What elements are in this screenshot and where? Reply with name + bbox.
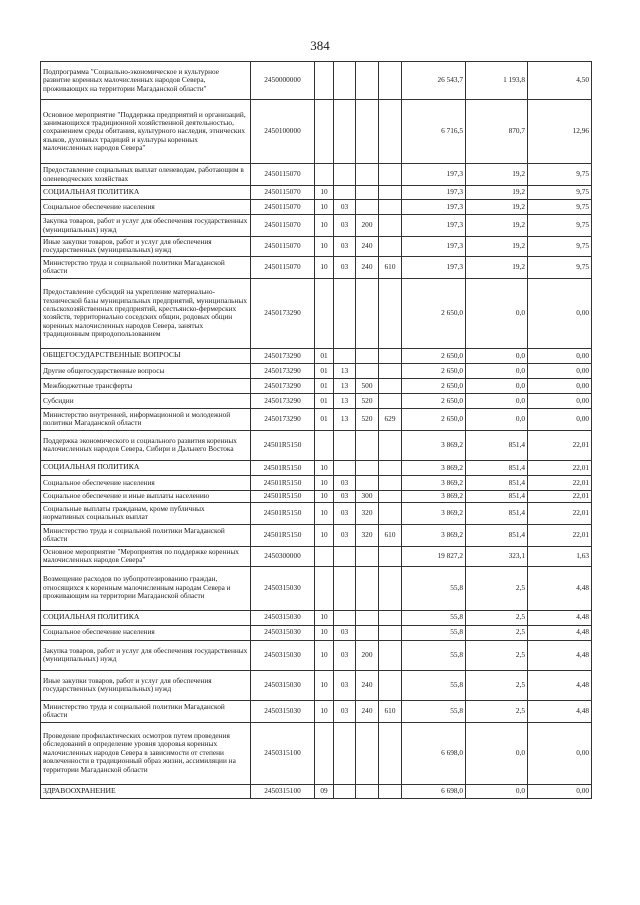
row-section: 10 (315, 475, 334, 490)
row-code: 2450115070 (251, 186, 315, 200)
row-percent: 9,75 (528, 200, 592, 215)
row-expense-type: 200 (356, 640, 379, 670)
row-name: СОЦИАЛЬНАЯ ПОЛИТИКА (41, 186, 251, 200)
row-code: 2450173290 (251, 378, 315, 393)
row-code: 24501R5150 (251, 524, 315, 546)
row-subsection: 13 (334, 378, 356, 393)
row-name: Закупка товаров, работ и услуг для обеспечения государственных (муниципальных) нужд (41, 215, 251, 237)
row-department (379, 502, 402, 524)
table-row (41, 640, 592, 670)
row-section (315, 430, 334, 460)
row-name: СОЦИАЛЬНАЯ ПОЛИТИКА (41, 460, 251, 475)
row-fact: 19,2 (466, 215, 528, 237)
table-row (41, 348, 592, 363)
table-row (41, 460, 592, 475)
row-expense-type (356, 348, 379, 363)
table-row (41, 625, 592, 640)
row-expense-type (356, 610, 379, 625)
row-department (379, 640, 402, 670)
row-fact: 19,2 (466, 186, 528, 200)
row-expense-type: 240 (356, 700, 379, 722)
row-code: 2450000000 (251, 62, 315, 100)
row-fact: 0,0 (466, 784, 528, 798)
row-fact: 0,0 (466, 408, 528, 430)
row-plan: 26 543,7 (402, 62, 466, 100)
row-percent: 0,00 (528, 722, 592, 784)
row-code: 24501R5150 (251, 460, 315, 475)
row-subsection (334, 784, 356, 798)
row-department (379, 784, 402, 798)
row-subsection: 03 (334, 490, 356, 502)
row-plan: 55,8 (402, 610, 466, 625)
table-row (41, 186, 592, 200)
row-code: 24501R5150 (251, 430, 315, 460)
table-row (41, 237, 592, 257)
row-section (315, 566, 334, 610)
row-subsection: 13 (334, 393, 356, 408)
table-row (41, 256, 592, 278)
row-code: 2450315030 (251, 670, 315, 700)
row-expense-type: 300 (356, 490, 379, 502)
row-percent: 0,00 (528, 393, 592, 408)
row-fact: 19,2 (466, 237, 528, 257)
row-section: 10 (315, 237, 334, 257)
row-code: 2450315100 (251, 722, 315, 784)
row-department (379, 566, 402, 610)
row-expense-type: 520 (356, 393, 379, 408)
row-code: 2450115070 (251, 256, 315, 278)
row-plan: 3 869,2 (402, 460, 466, 475)
row-plan: 55,8 (402, 566, 466, 610)
row-code: 2450300000 (251, 546, 315, 566)
row-fact: 851,4 (466, 460, 528, 475)
row-name: Иные закупки товаров, работ и услуг для обеспечения государственных (муниципальных) нужд (41, 237, 251, 257)
row-section: 09 (315, 784, 334, 798)
row-department (379, 100, 402, 164)
row-percent: 22,01 (528, 430, 592, 460)
row-name: Предоставление социальных выплат оленеводам, работающим в оленеводческих хозяйствах (41, 164, 251, 186)
row-percent: 0,00 (528, 378, 592, 393)
row-department (379, 200, 402, 215)
row-section: 10 (315, 700, 334, 722)
row-department: 610 (379, 700, 402, 722)
row-subsection: 03 (334, 237, 356, 257)
row-percent: 1,63 (528, 546, 592, 566)
row-name: Министерство труда и социальной политики Магаданской области (41, 524, 251, 546)
row-fact: 851,4 (466, 490, 528, 502)
row-name: Социальное обеспечение населения (41, 625, 251, 640)
row-percent: 9,75 (528, 186, 592, 200)
row-subsection (334, 566, 356, 610)
row-code: 2450173290 (251, 278, 315, 348)
row-percent: 22,01 (528, 475, 592, 490)
row-code: 24501R5150 (251, 502, 315, 524)
row-section: 10 (315, 200, 334, 215)
row-plan: 197,3 (402, 164, 466, 186)
row-code: 2450173290 (251, 408, 315, 430)
row-fact: 851,4 (466, 475, 528, 490)
row-subsection: 03 (334, 502, 356, 524)
row-section (315, 546, 334, 566)
row-fact: 2,5 (466, 640, 528, 670)
row-department (379, 430, 402, 460)
row-percent: 0,00 (528, 363, 592, 378)
row-expense-type (356, 475, 379, 490)
row-expense-type (356, 430, 379, 460)
row-name: Социальное обеспечение населения (41, 475, 251, 490)
row-code: 2450315100 (251, 784, 315, 798)
row-name: Министерство внутренней, информационной и молодежной политики Магаданской области (41, 408, 251, 430)
row-department (379, 393, 402, 408)
table-row (41, 363, 592, 378)
row-section: 01 (315, 363, 334, 378)
row-subsection (334, 546, 356, 566)
row-section: 10 (315, 460, 334, 475)
row-percent: 9,75 (528, 256, 592, 278)
row-expense-type: 240 (356, 237, 379, 257)
row-expense-type: 200 (356, 215, 379, 237)
row-subsection (334, 186, 356, 200)
row-section: 10 (315, 186, 334, 200)
table-row (41, 670, 592, 700)
row-section (315, 100, 334, 164)
row-department (379, 186, 402, 200)
row-code: 2450315030 (251, 640, 315, 670)
row-department: 610 (379, 524, 402, 546)
row-expense-type (356, 164, 379, 186)
row-fact: 19,2 (466, 256, 528, 278)
row-subsection: 03 (334, 256, 356, 278)
row-fact: 19,2 (466, 200, 528, 215)
row-plan: 55,8 (402, 700, 466, 722)
row-subsection (334, 610, 356, 625)
row-department (379, 610, 402, 625)
row-code: 2450115070 (251, 164, 315, 186)
row-plan: 197,3 (402, 237, 466, 257)
row-percent: 22,01 (528, 524, 592, 546)
row-percent: 4,48 (528, 700, 592, 722)
row-fact: 851,4 (466, 430, 528, 460)
table-row (41, 700, 592, 722)
row-department (379, 348, 402, 363)
row-subsection (334, 278, 356, 348)
row-name: Межбюджетные трансферты (41, 378, 251, 393)
row-name: Социальное обеспечение населения (41, 200, 251, 215)
table-row (41, 408, 592, 430)
row-code: 24501R5150 (251, 490, 315, 502)
row-plan: 2 650,0 (402, 378, 466, 393)
row-name: Предоставление субсидий на укрепление материально-технической базы муниципальных предприятий, муниципальных сельскохозяйственных предприятий, крестьянско-фермерских хозяйств, территориально соседских общин, родовых общин коренных малочисленных народов Севера, занятых традиционным природопользованием (41, 278, 251, 348)
row-plan: 19 827,2 (402, 546, 466, 566)
row-department (379, 363, 402, 378)
row-fact: 2,5 (466, 700, 528, 722)
row-plan: 197,3 (402, 256, 466, 278)
row-name: Субсидии (41, 393, 251, 408)
row-fact: 323,1 (466, 546, 528, 566)
row-plan: 6 716,5 (402, 100, 466, 164)
row-expense-type: 520 (356, 408, 379, 430)
row-percent: 22,01 (528, 502, 592, 524)
row-percent: 0,00 (528, 348, 592, 363)
row-code: 24501R5150 (251, 475, 315, 490)
row-section: 01 (315, 348, 334, 363)
table-row (41, 278, 592, 348)
row-section: 10 (315, 670, 334, 700)
row-expense-type: 240 (356, 670, 379, 700)
row-expense-type (356, 546, 379, 566)
row-fact: 0,0 (466, 378, 528, 393)
row-fact: 2,5 (466, 610, 528, 625)
row-plan: 3 869,2 (402, 490, 466, 502)
row-section (315, 164, 334, 186)
row-plan: 3 869,2 (402, 524, 466, 546)
budget-table (40, 61, 592, 799)
table-row (41, 378, 592, 393)
row-subsection: 03 (334, 200, 356, 215)
row-percent: 9,75 (528, 164, 592, 186)
row-expense-type: 240 (356, 256, 379, 278)
row-fact: 1 193,8 (466, 62, 528, 100)
row-expense-type (356, 784, 379, 798)
row-subsection: 03 (334, 524, 356, 546)
row-expense-type (356, 186, 379, 200)
row-department (379, 164, 402, 186)
row-percent: 4,48 (528, 625, 592, 640)
row-expense-type: 320 (356, 502, 379, 524)
row-department (379, 490, 402, 502)
table-row (41, 62, 592, 100)
row-plan: 55,8 (402, 670, 466, 700)
row-code: 2450115070 (251, 215, 315, 237)
row-code: 2450115070 (251, 237, 315, 257)
row-section (315, 278, 334, 348)
row-plan: 55,8 (402, 625, 466, 640)
row-subsection: 13 (334, 408, 356, 430)
row-section: 01 (315, 393, 334, 408)
row-fact: 2,5 (466, 670, 528, 700)
table-row (41, 784, 592, 798)
row-code: 2450115070 (251, 200, 315, 215)
row-percent: 0,00 (528, 784, 592, 798)
row-fact: 0,0 (466, 363, 528, 378)
row-subsection: 03 (334, 670, 356, 700)
table-row (41, 566, 592, 610)
row-plan: 6 698,0 (402, 784, 466, 798)
row-name: Основное мероприятие "Поддержка предприятий и организаций, занимающихся традиционной хозяйственной деятельностью, сохранением среды обитания, культурного наследия, этнических языков, духовных традиций и культуры коренных малочисленных народов Севера" (41, 100, 251, 164)
row-subsection: 03 (334, 625, 356, 640)
table-row (41, 164, 592, 186)
row-section: 10 (315, 502, 334, 524)
row-percent: 12,96 (528, 100, 592, 164)
row-name: ЗДРАВООХРАНЕНИЕ (41, 784, 251, 798)
row-department: 629 (379, 408, 402, 430)
row-fact: 2,5 (466, 566, 528, 610)
row-name: Министерство труда и социальной политики Магаданской области (41, 256, 251, 278)
row-expense-type (356, 200, 379, 215)
row-subsection (334, 722, 356, 784)
row-section (315, 722, 334, 784)
row-expense-type (356, 566, 379, 610)
row-percent: 4,50 (528, 62, 592, 100)
row-name: Закупка товаров, работ и услуг для обеспечения государственных (муниципальных) нужд (41, 640, 251, 670)
row-section: 01 (315, 378, 334, 393)
row-percent: 0,00 (528, 278, 592, 348)
row-percent: 4,48 (528, 640, 592, 670)
row-code: 2450315030 (251, 610, 315, 625)
row-expense-type: 500 (356, 378, 379, 393)
row-name: Проведение профилактических осмотров путем проведения обследований в определение уровня здоровья коренных малочисленных народов Севера в зависимости от степени вовлеченности в традиционный образ жизни, ассимиляции на территории Магаданской области (41, 722, 251, 784)
row-fact: 870,7 (466, 100, 528, 164)
row-section: 10 (315, 490, 334, 502)
row-department (379, 670, 402, 700)
row-fact: 19,2 (466, 164, 528, 186)
row-expense-type (356, 62, 379, 100)
row-percent: 0,00 (528, 408, 592, 430)
row-percent: 4,48 (528, 566, 592, 610)
row-plan: 6 698,0 (402, 722, 466, 784)
row-plan: 2 650,0 (402, 363, 466, 378)
row-name: Возмещение расходов по зубопротезированию граждан, относящихся к коренным малочисленным народам Севера и проживающим на территории Магаданской области (41, 566, 251, 610)
row-percent: 22,01 (528, 460, 592, 475)
table-row (41, 490, 592, 502)
table-row (41, 215, 592, 237)
row-subsection (334, 460, 356, 475)
row-department (379, 378, 402, 393)
row-section: 10 (315, 625, 334, 640)
row-code: 2450315030 (251, 566, 315, 610)
row-percent: 9,75 (528, 237, 592, 257)
row-plan: 197,3 (402, 200, 466, 215)
table-row (41, 722, 592, 784)
row-name: Другие общегосударственные вопросы (41, 363, 251, 378)
row-code: 2450315030 (251, 625, 315, 640)
row-section: 10 (315, 215, 334, 237)
row-expense-type (356, 363, 379, 378)
row-name: СОЦИАЛЬНАЯ ПОЛИТИКА (41, 610, 251, 625)
row-name: Подпрограмма "Социально-экономическое и культурное развитие коренных малочисленных народов Севера, проживающих на территории Магаданской области" (41, 62, 251, 100)
row-name: Министерство труда и социальной политики Магаданской области (41, 700, 251, 722)
row-section: 10 (315, 524, 334, 546)
row-expense-type (356, 460, 379, 475)
row-section: 01 (315, 408, 334, 430)
table-row (41, 200, 592, 215)
row-percent: 4,48 (528, 610, 592, 625)
row-code: 2450173290 (251, 393, 315, 408)
row-subsection: 03 (334, 475, 356, 490)
row-plan: 197,3 (402, 186, 466, 200)
row-subsection (334, 348, 356, 363)
row-department (379, 278, 402, 348)
row-department (379, 215, 402, 237)
table-row (41, 475, 592, 490)
row-expense-type (356, 100, 379, 164)
row-subsection (334, 62, 356, 100)
row-fact: 0,0 (466, 278, 528, 348)
row-department (379, 546, 402, 566)
row-subsection: 03 (334, 700, 356, 722)
row-fact: 851,4 (466, 502, 528, 524)
row-plan: 2 650,0 (402, 393, 466, 408)
row-section (315, 62, 334, 100)
table-row (41, 502, 592, 524)
row-fact: 0,0 (466, 348, 528, 363)
row-name: Иные закупки товаров, работ и услуг для обеспечения государственных (муниципальных) нужд (41, 670, 251, 700)
row-code: 2450100000 (251, 100, 315, 164)
table-row (41, 546, 592, 566)
page-number: 384 (310, 38, 330, 53)
row-plan: 2 650,0 (402, 348, 466, 363)
row-expense-type (356, 722, 379, 784)
row-code: 2450173290 (251, 363, 315, 378)
row-expense-type: 320 (356, 524, 379, 546)
row-name: Социальное обеспечение и иные выплаты населению (41, 490, 251, 502)
row-subsection (334, 100, 356, 164)
row-department (379, 475, 402, 490)
row-subsection (334, 430, 356, 460)
row-percent: 4,48 (528, 670, 592, 700)
row-subsection: 13 (334, 363, 356, 378)
table-row (41, 393, 592, 408)
row-percent: 9,75 (528, 215, 592, 237)
row-plan: 2 650,0 (402, 278, 466, 348)
row-plan: 55,8 (402, 640, 466, 670)
row-department (379, 460, 402, 475)
row-section: 10 (315, 256, 334, 278)
row-department (379, 722, 402, 784)
table-row (41, 430, 592, 460)
row-section: 10 (315, 640, 334, 670)
row-plan: 3 869,2 (402, 502, 466, 524)
table-row (41, 524, 592, 546)
row-section: 10 (315, 610, 334, 625)
row-plan: 3 869,2 (402, 430, 466, 460)
row-name: Основное мероприятие "Мероприятия по поддержке коренных малочисленных народов Севера" (41, 546, 251, 566)
row-fact: 0,0 (466, 722, 528, 784)
row-subsection: 03 (334, 215, 356, 237)
table-row (41, 100, 592, 164)
row-subsection (334, 164, 356, 186)
row-plan: 197,3 (402, 215, 466, 237)
row-department (379, 625, 402, 640)
row-department: 610 (379, 256, 402, 278)
table-row (41, 610, 592, 625)
row-fact: 2,5 (466, 625, 528, 640)
row-percent: 22,01 (528, 490, 592, 502)
row-plan: 3 869,2 (402, 475, 466, 490)
row-name: Поддержка экономического и социального развития коренных малочисленных народов Севера, Сибири и Дальнего Востока (41, 430, 251, 460)
row-department (379, 237, 402, 257)
row-expense-type (356, 625, 379, 640)
row-fact: 851,4 (466, 524, 528, 546)
row-subsection: 03 (334, 640, 356, 670)
row-name: Социальные выплаты гражданам, кроме публичных нормативных социальных выплат (41, 502, 251, 524)
row-fact: 0,0 (466, 393, 528, 408)
row-code: 2450173290 (251, 348, 315, 363)
row-name: ОБЩЕГОСУДАРСТВЕННЫЕ ВОПРОСЫ (41, 348, 251, 363)
row-expense-type (356, 278, 379, 348)
row-department (379, 62, 402, 100)
row-code: 2450315030 (251, 700, 315, 722)
row-plan: 2 650,0 (402, 408, 466, 430)
